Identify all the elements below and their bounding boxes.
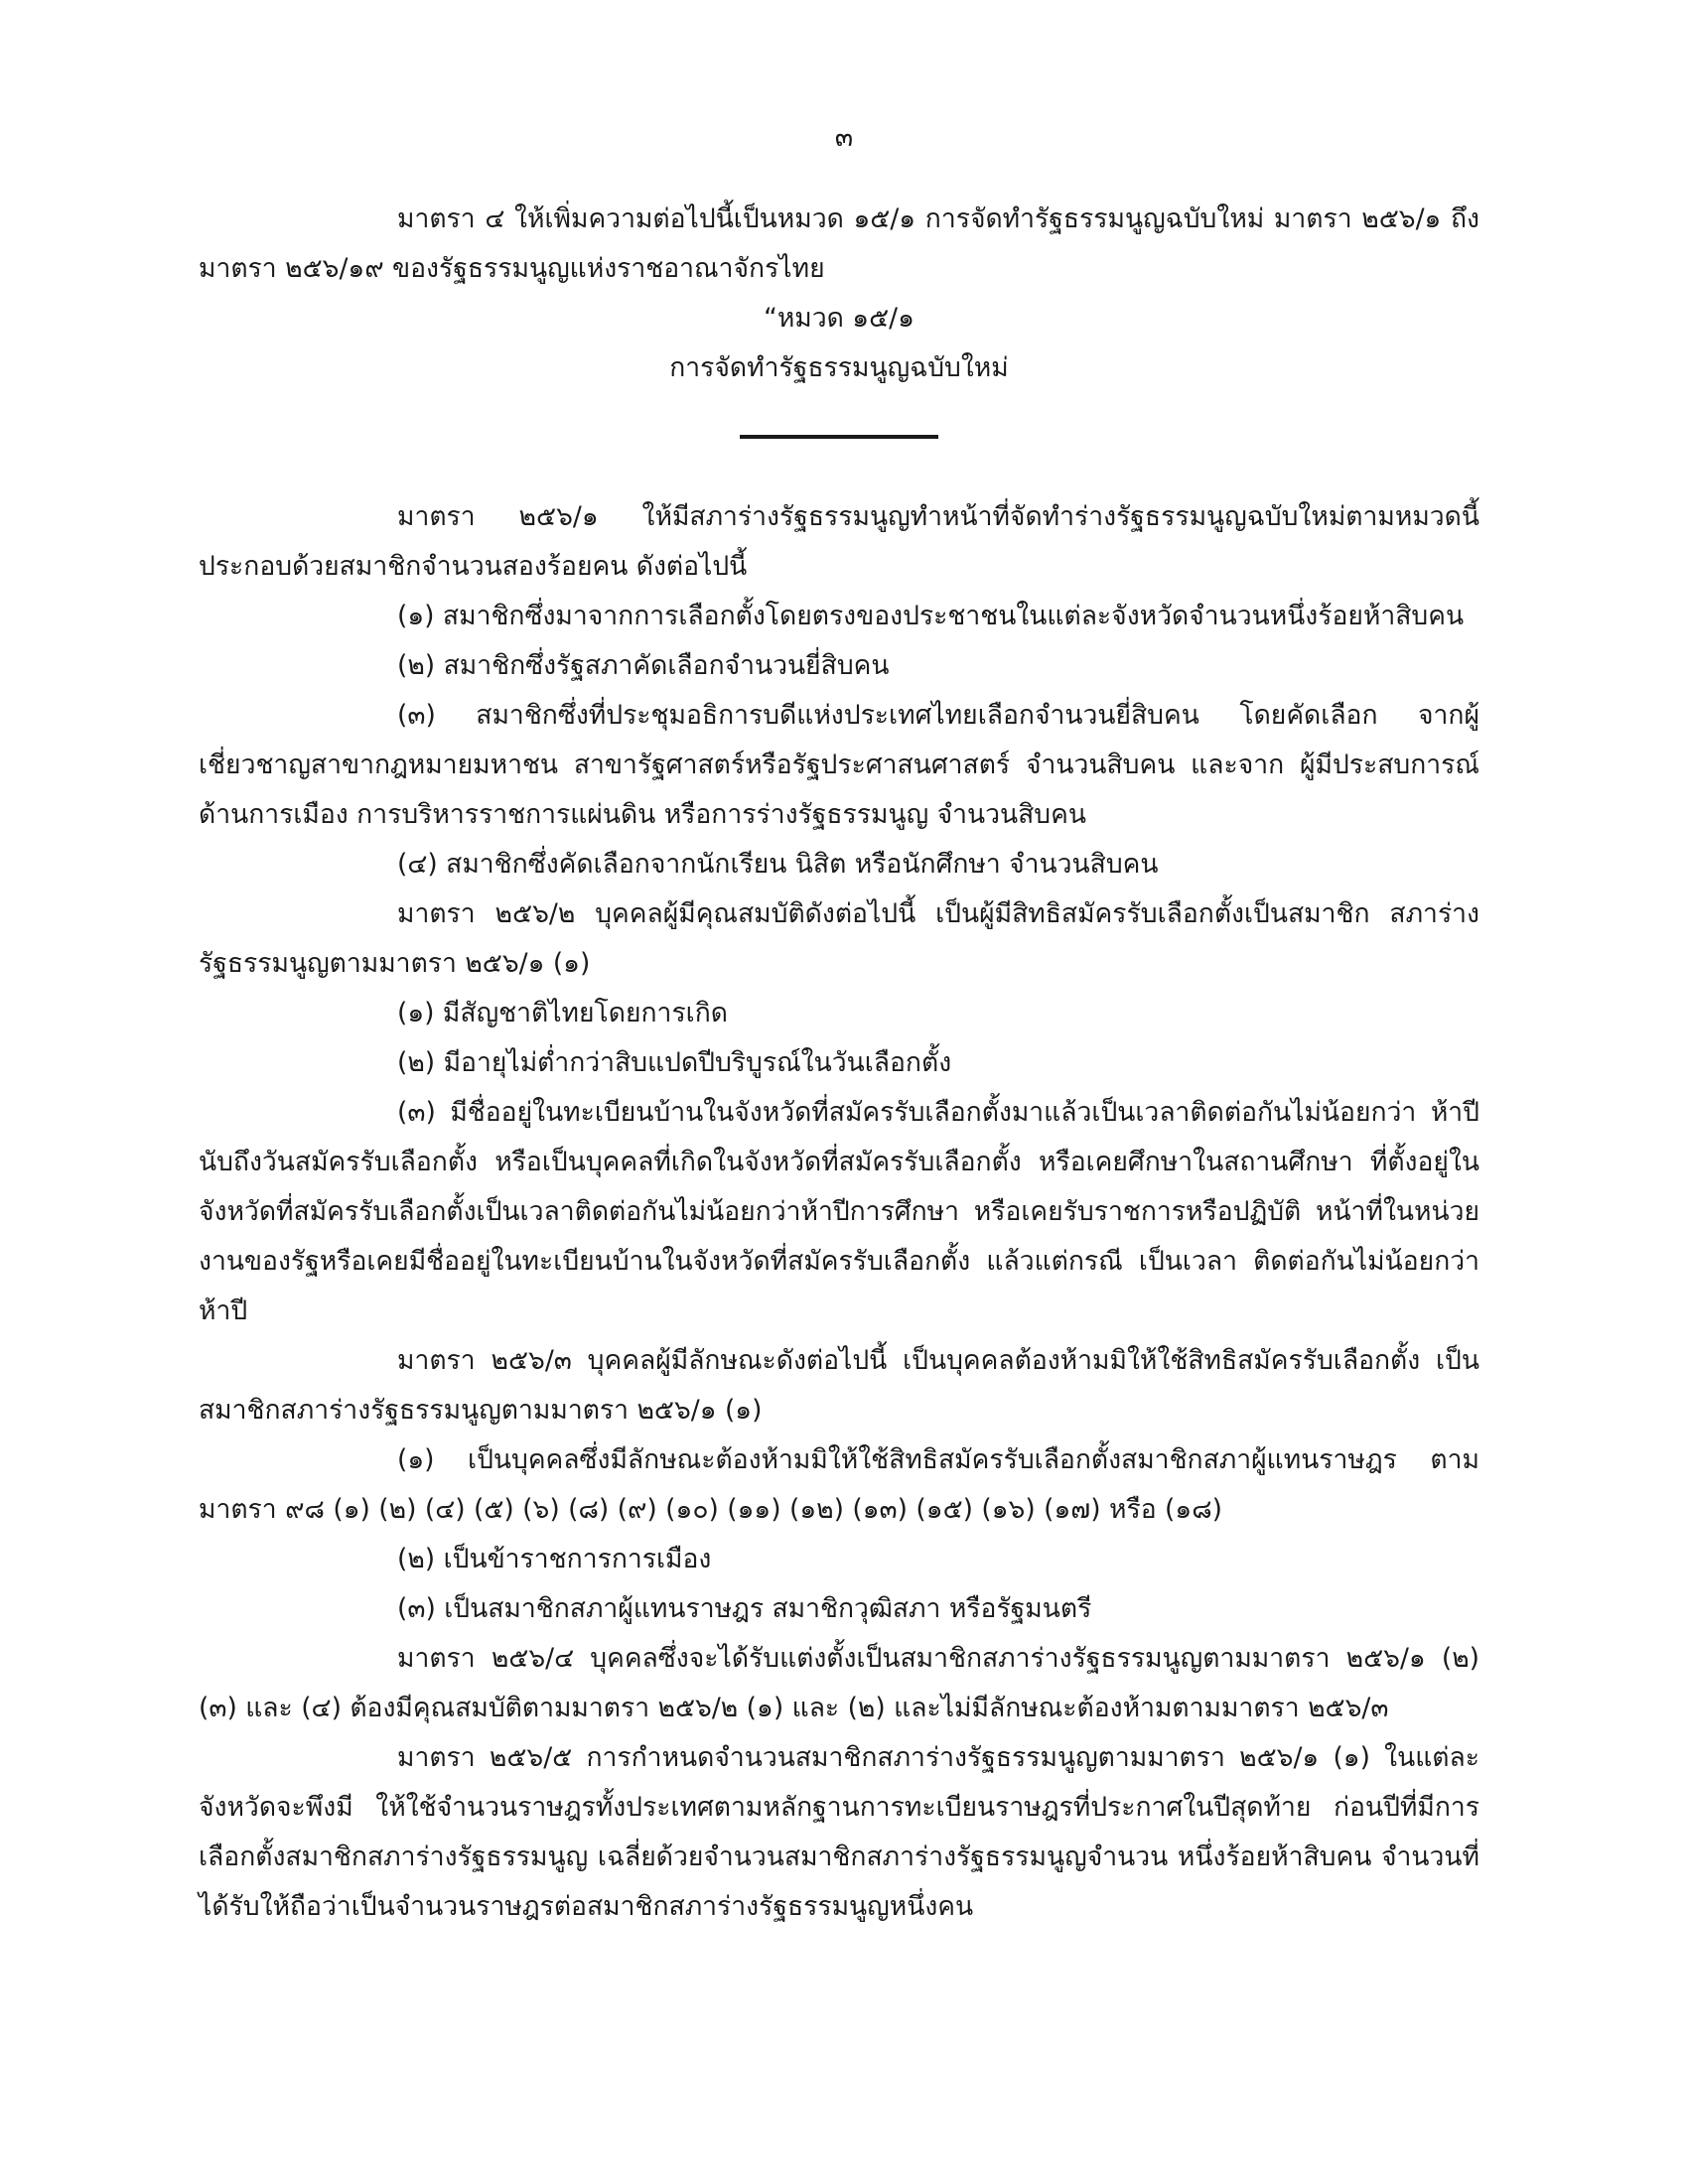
section-256-4: มาตรา ๒๕๖/๔ บุคคลซึ่งจะได้รับแต่งตั้งเป็นสมาชิกสภาร่างรัฐธรรมนูญตามมาตรา ๒๕๖/๑ (๒) (๓) และ (๔) ต้องมีคุณสมบัติตามมาตรา ๒๕๖/๒ (๑) และ (๒) และไม่มีลักษณะต้องห้ามตามมาตรา ๒๕๖/๓	[199, 1643, 1479, 1723]
section-256-2-item-2: (๒) มีอายุไม่ต่ำกว่าสิบแปดปีบริบูรณ์ในวันเลือกตั้ง	[397, 1047, 952, 1078]
page-number: ๓	[834, 122, 854, 153]
section-256-3-item-2: (๒) เป็นข้าราชการการเมือง	[397, 1544, 712, 1574]
document-body	[199, 195, 1479, 1932]
section-256-1: มาตรา ๒๕๖/๑ ให้มีสภาร่างรัฐธรรมนูญทำหน้าที่จัดทำร่างรัฐธรรมนูญฉบับใหม่ตามหมวดนี้ ประกอบด้วยสมาชิกจำนวนสองร้อยคน ดังต่อไปนี้	[199, 501, 1479, 582]
section-256-1-item-4: (๔) สมาชิกซึ่งคัดเลือกจากนักเรียน นิสิต หรือนักศึกษา จำนวนสิบคน	[397, 849, 1159, 880]
section-256-3-item-1: (๑) เป็นบุคคลซึ่งมีลักษณะต้องห้ามมิให้ใช้สิทธิสมัครรับเลือกตั้งสมาชิกสภาผู้แทนราษฎร ตามมาตรา ๙๘ (๑) (๒) (๔) (๕) (๖) (๘) (๙) (๑๐) (๑๑) (๑๒) (๑๓) (๑๕) (๑๖) (๑๗) หรือ (๑๘)	[199, 1444, 1479, 1525]
section-256-3-item-3: (๓) เป็นสมาชิกสภาผู้แทนราษฎร สมาชิกวุฒิสภา หรือรัฐมนตรี	[397, 1593, 1092, 1624]
section-256-2-item-1: (๑) มีสัญชาติไทยโดยการเกิด	[397, 998, 728, 1028]
chapter-title: “หมวด ๑๕/๑	[764, 303, 914, 334]
section-256-5: มาตรา ๒๕๖/๕ การกำหนดจำนวนสมาชิกสภาร่างรัฐธรรมนูญตามมาตรา ๒๕๖/๑ (๑) ในแต่ละจังหวัดจะพึงมี ให้ใช้จำนวนราษฎรทั้งประเทศตามหลักฐานการทะเบียนราษฎรที่ประกาศในปีสุดท้าย ก่อนปีที่มีการเลือกตั้งสมาชิกสภาร่างรัฐธรรมนูญ เฉลี่ยด้วยจำนวนสมาชิกสภาร่างรัฐธรรมนูญจำนวน หนึ่งร้อยห้าสิบคน จำนวนที่ได้รับให้ถือว่าเป็นจำนวนราษฎรต่อสมาชิกสภาร่างรัฐธรรมนูญหนึ่งคน	[199, 1742, 1479, 1922]
section-256-3: มาตรา ๒๕๖/๓ บุคคลผู้มีลักษณะดังต่อไปนี้ เป็นบุคคลต้องห้ามมิให้ใช้สิทธิสมัครรับเลือกตั้ง เป็นสมาชิกสภาร่างรัฐธรรมนูญตามมาตรา ๒๕๖/๑ (๑)	[199, 1345, 1479, 1426]
section-256-1-item-2: (๒) สมาชิกซึ่งรัฐสภาคัดเลือกจำนวนยี่สิบคน	[397, 650, 890, 681]
intro-paragraph: มาตรา ๔ ให้เพิ่มความต่อไปนี้เป็นหมวด ๑๕/๑ การจัดทำรัฐธรรมนูญฉบับใหม่ มาตรา ๒๕๖/๑ ถึงมาตรา ๒๕๖/๑๙ ของรัฐธรรมนูญแห่งราชอาณาจักรไทย	[199, 204, 1479, 284]
chapter-subtitle: การจัดทำรัฐธรรมนูญฉบับใหม่	[669, 352, 1009, 383]
section-256-1-item-3: (๓) สมาชิกซึ่งที่ประชุมอธิการบดีแห่งประเทศไทยเลือกจำนวนยี่สิบคน โดยคัดเลือก จากผู้เชี่ยวชาญสาขากฎหมายมหาชน สาขารัฐศาสตร์หรือรัฐประศาสนศาสตร์ จำนวนสิบคน และจาก ผู้มีประสบการณ์ด้านการเมือง การบริหารราชการแผ่นดิน หรือการร่างรัฐธรรมนูญ จำนวนสิบคน	[199, 700, 1479, 830]
section-256-2: มาตรา ๒๕๖/๒ บุคคลผู้มีคุณสมบัติดังต่อไปนี้ เป็นผู้มีสิทธิสมัครรับเลือกตั้งเป็นสมาชิก สภาร่างรัฐธรรมนูญตามมาตรา ๒๕๖/๑ (๑)	[199, 898, 1479, 979]
chapter-divider	[740, 435, 938, 439]
section-256-1-item-1: (๑) สมาชิกซึ่งมาจากการเลือกตั้งโดยตรงของประชาชนในแต่ละจังหวัดจำนวนหนึ่งร้อยห้าสิบคน	[397, 601, 1465, 631]
section-256-2-item-3: (๓) มีชื่ออยู่ในทะเบียนบ้านในจังหวัดที่สมัครรับเลือกตั้งมาแล้วเป็นเวลาติดต่อกันไม่น้อยกว่า ห้าปีนับถึงวันสมัครรับเลือกตั้ง หรือเป็นบุคคลที่เกิดในจังหวัดที่สมัครรับเลือกตั้ง หรือเคยศึกษาในสถานศึกษา ที่ตั้งอยู่ในจังหวัดที่สมัครรับเลือกตั้งเป็นเวลาติดต่อกันไม่น้อยกว่าห้าปีการศึกษา หรือเคยรับราชการหรือปฏิบัติ หน้าที่ในหน่วยงานของรัฐหรือเคยมีชื่ออยู่ในทะเบียนบ้านในจังหวัดที่สมัครรับเลือกตั้ง แล้วแต่กรณี เป็นเวลา ติดต่อกันไม่น้อยกว่าห้าปี	[199, 1097, 1479, 1326]
